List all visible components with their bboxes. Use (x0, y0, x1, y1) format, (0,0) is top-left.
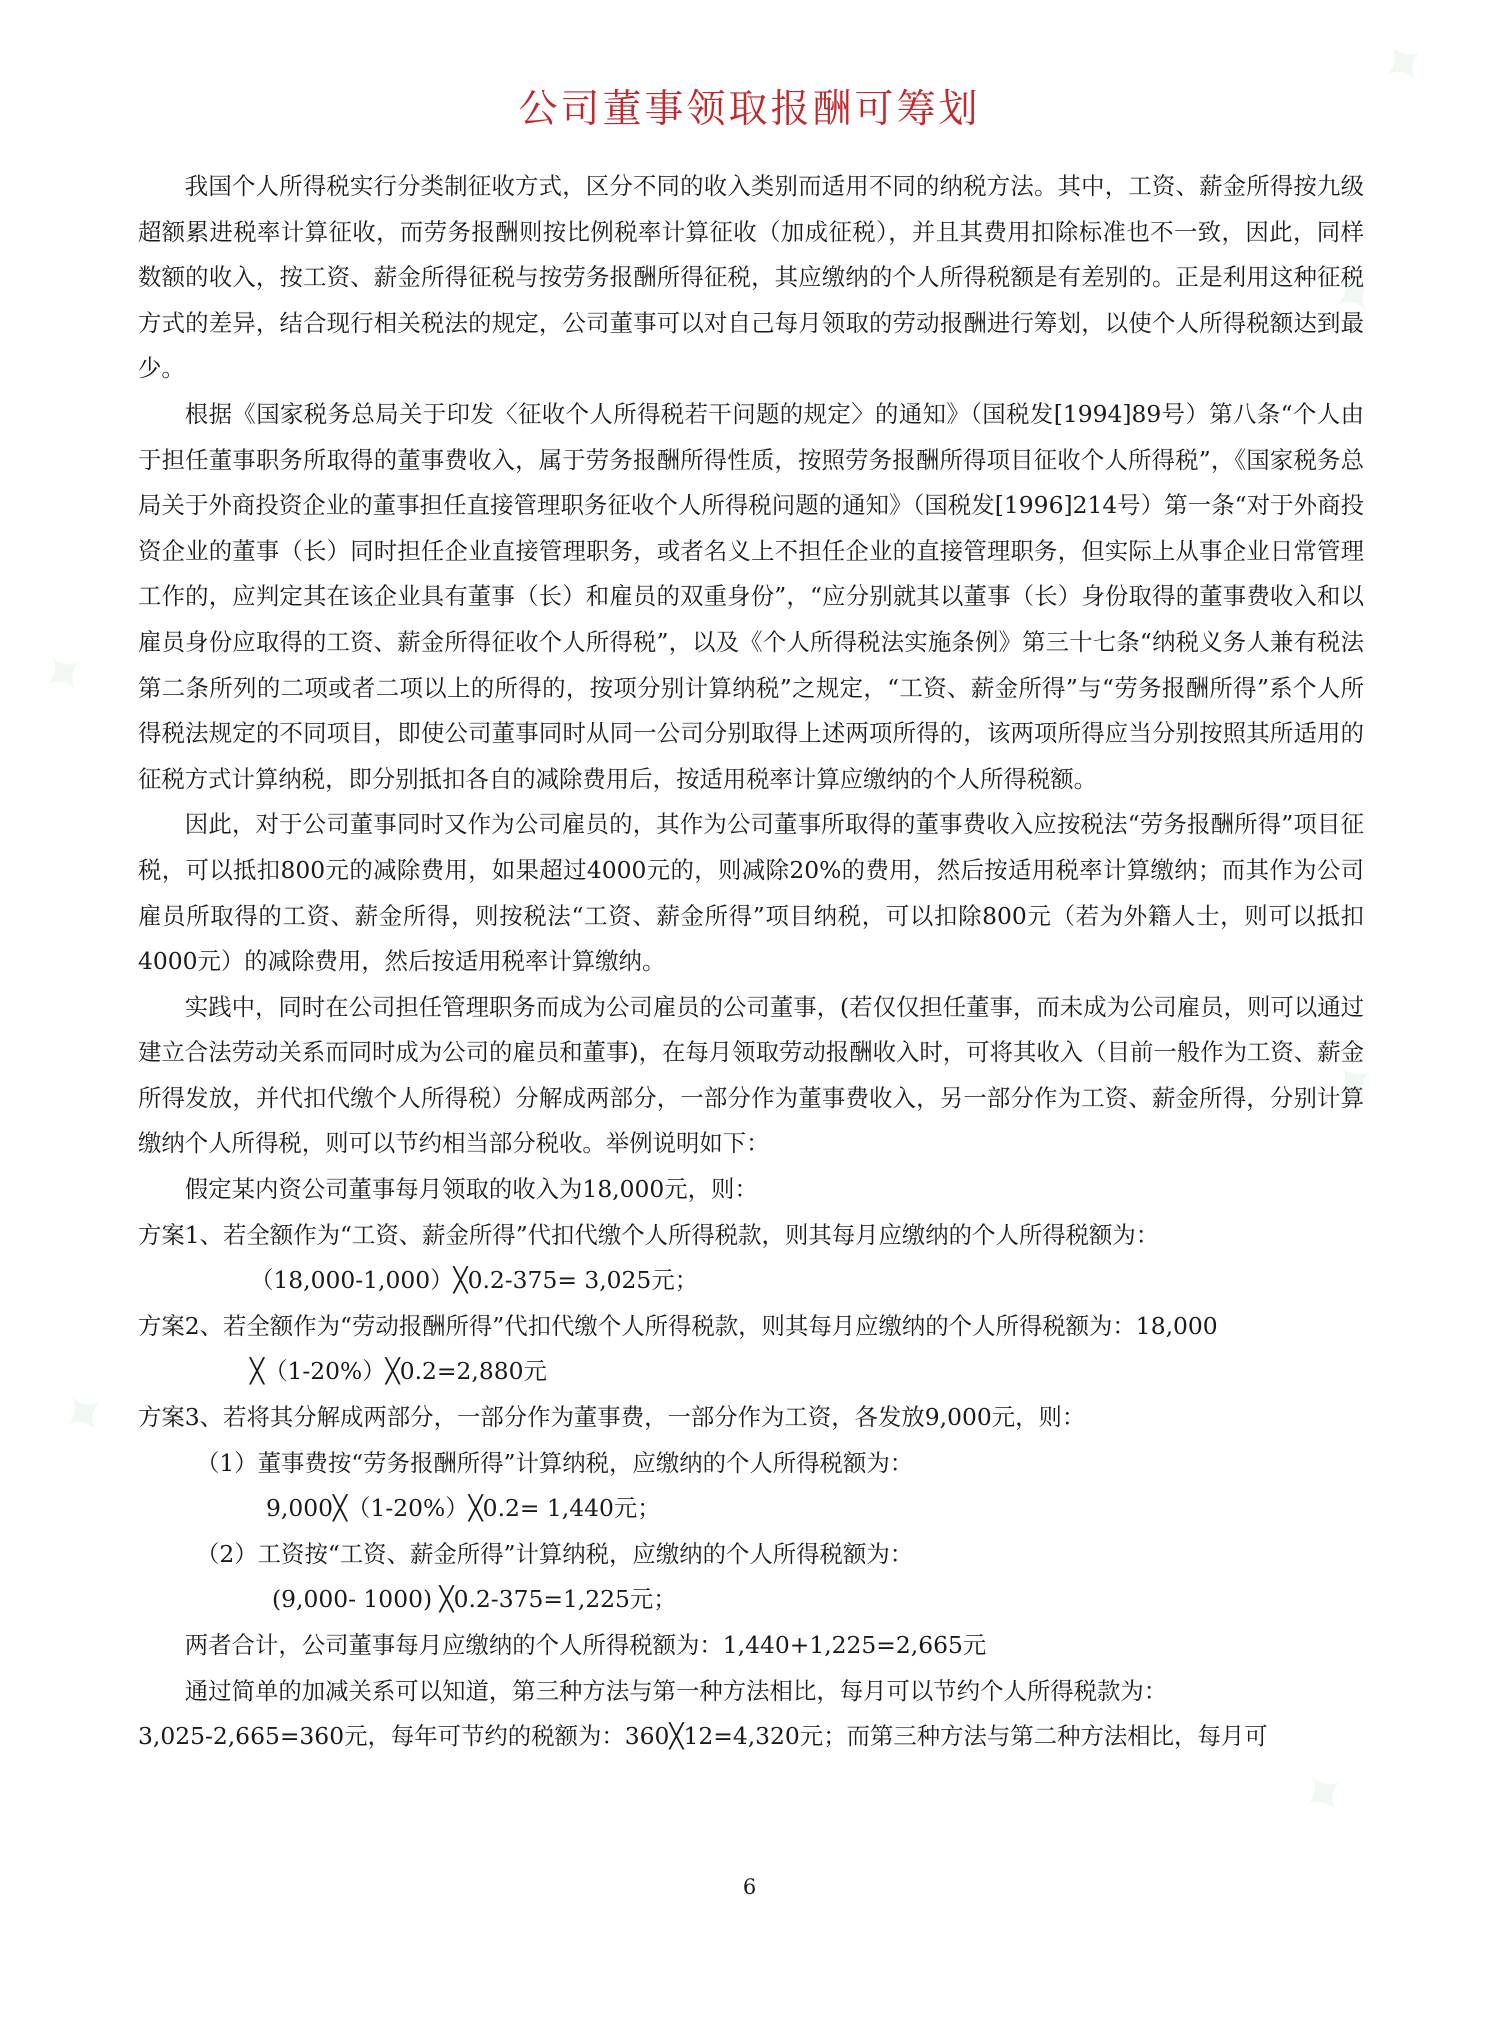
plan-3-item-2: （2）工资按“工资、薪金所得”计算纳税，应缴纳的个人所得税额为： (196, 1539, 914, 1568)
watermark-logo: ✦ (1284, 1752, 1364, 1836)
paragraph: 因此，对于公司董事同时又作为公司雇员的，其作为公司董事所取得的董事费收入应按税法“劳务报酬所得”项目征税，可以抵扣800元的减除费用，如果超过4000元的，则减除20%的费用，然后按适用税率计算缴纳；而其作为公司雇员所取得的工资、薪金所得，则按税法“工资、薪金所得”项目纳税，可以扣除800元（若为外籍人士，则可以抵扣4000元）的减除费用，然后按适用税率计算缴纳。 (138, 810, 1364, 976)
plan-3-item-1: （1）董事费按“劳务报酬所得”计算纳税，应缴纳的个人所得税额为： (196, 1448, 914, 1477)
conclusion-line-2: 3,025-2,665=360元，每年可节约的税额为：360╳12=4,320元；而第三种方法与第二种方法相比，每月可 (138, 1722, 1268, 1751)
conclusion-line-1: 通过简单的加减关系可以知道，第三种方法与第一种方法相比，每月可以节约个人所得税款为： (184, 1676, 1168, 1705)
plan-1-text: 方案1、若全额作为“工资、薪金所得”代扣代缴个人所得税款，则其每月应缴纳的个人所得税额为： (138, 1220, 1160, 1249)
document-title: 公司董事领取报酬可筹划 (518, 87, 981, 132)
watermark-logo: ✦ (1314, 1042, 1394, 1126)
watermark-logo: ✦ (24, 632, 104, 716)
total-line: 两者合计，公司董事每月应缴纳的个人所得税额为：1,440+1,225=2,665元 (184, 1631, 987, 1659)
paragraph: 假定某内资公司董事每月领取的收入为18,000元，则： (184, 1175, 758, 1204)
watermark-logo: ✦ (1314, 252, 1394, 336)
plan-3-item-2-calculation: (9,000- 1000) ╳0.2-375=1,225元； (272, 1585, 677, 1614)
plan-3-item-1-calculation: 9,000╳（1-20%）╳0.2= 1,440元； (266, 1494, 661, 1523)
paragraph: 根据《国家税务总局关于印发〈征收个人所得税若干问题的规定〉的通知》（国税发[1994]89号）第八条“个人由于担任董事职务所取得的董事费收入，属于劳务报酬所得性质，按照劳务报酬所得项目征收个人所得税”，《国家税务总局关于外商投资企业的董事担任直接管理职务征收个人所得税问题的通知》（国税发[1996]214号）第一条“对于外商投资企业的董事（长）同时担任企业直接管理职务，或者名义上不担任企业的直接管理职务，但实际上从事企业日常管理工作的，应判定其在该企业具有董事（长）和雇员的双重身份”，“应分别就其以董事（长）身份取得的董事费收入和以雇员身份应取得的工资、薪金所得征收个人所得税”，以及《个人所得税法实施条例》第三十七条“纳税义务人兼有税法第二条所列的二项或者二项以上的所得的，按项分别计算纳税”之规定，“工资、薪金所得”与“劳务报酬所得”系个人所得税法规定的不同项目，即使公司董事同时从同一公司分别取得上述两项所得的，该两项所得应当分别按照其所适用的征税方式计算纳税，即分别抵扣各自的减除费用后，按适用税率计算应缴纳的个人所得税额。 (138, 399, 1364, 793)
paragraph: 我国个人所得税实行分类制征收方式，区分不同的收入类别而适用不同的纳税方法。其中，工资、薪金所得按九级超额累进税率计算征收，而劳务报酬则按比例税率计算征收（加成征税），并且其费用扣除标准也不一致，因此，同样数额的收入，按工资、薪金所得征税与按劳务报酬所得征税，其应缴纳的个人所得税额是有差别的。正是利用这种征税方式的差异，结合现行相关税法的规定，公司董事可以对自己每月领取的劳动报酬进行筹划，以使个人所得税额达到最少。 (138, 172, 1364, 383)
plan-2-text: 方案2、若全额作为“劳动报酬所得”代扣代缴个人所得税款，则其每月应缴纳的个人所得税额为：18,000 (138, 1311, 1218, 1340)
watermark-logo: ✦ (44, 1372, 124, 1456)
paragraph: 实践中，同时在公司担任管理职务而成为公司雇员的公司董事，(若仅仅担任董事，而未成为公司雇员，则可以通过建立合法劳动关系而同时成为公司的雇员和董事)，在每月领取劳动报酬收入时，可将其收入（目前一般作为工资、薪金所得发放，并代扣代缴个人所得税）分解成两部分，一部分作为董事费收入，另一部分作为工资、薪金所得，分别计算缴纳个人所得税，则可以节约相当部分税收。举例说明如下： (138, 992, 1364, 1158)
document-body (138, 164, 1364, 1760)
plan-3-text: 方案3、若将其分解成两部分，一部分作为董事费，一部分作为工资，各发放9,000元，则： (138, 1403, 1086, 1432)
watermark-logo: ✦ (1364, 22, 1444, 106)
plan-1-calculation: （18,000-1,000）╳0.2-375= 3,025元； (250, 1266, 699, 1295)
plan-2-calculation: ╳（1-20%）╳0.2=2,880元 (250, 1357, 547, 1386)
page-number: 6 (742, 1875, 757, 1899)
